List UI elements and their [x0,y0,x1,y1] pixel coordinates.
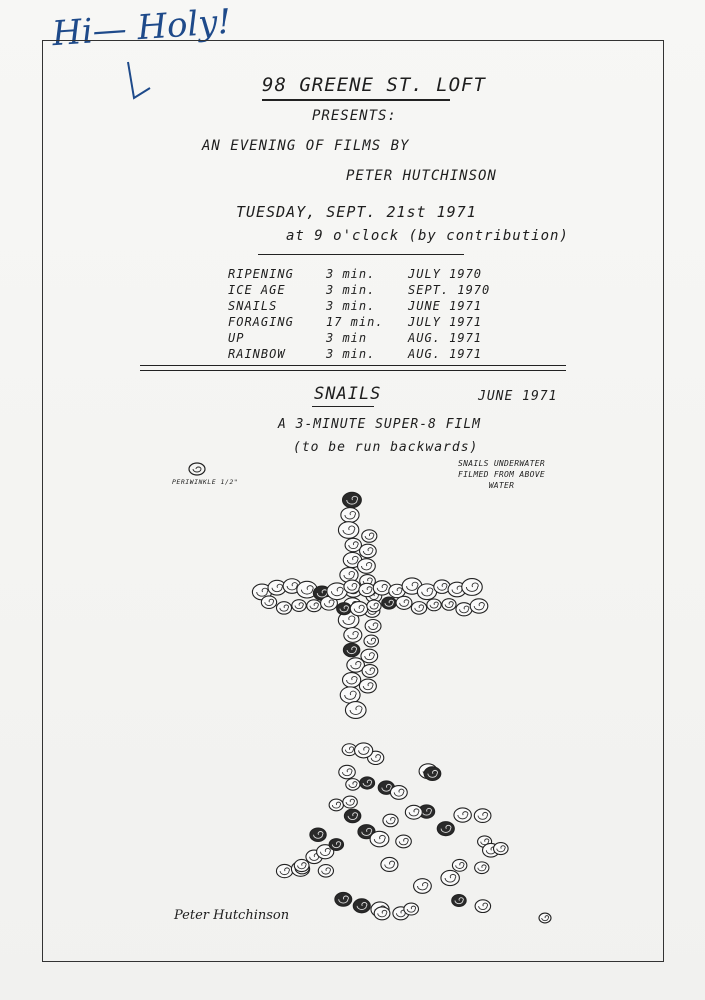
evening-of-films-label: AN EVENING OF FILMS BY [202,138,410,154]
snail-shell-icon [362,530,377,542]
snail-shell-icon [381,857,398,871]
snail-shell-icon [344,628,362,643]
snail-shell-icon [539,913,551,923]
snail-shell-icon [346,779,360,791]
snail-shell-icon [341,508,359,523]
snail-shell-icon [343,643,359,656]
snail-shell-icon [345,538,361,551]
snail-shell-icon [338,522,358,539]
snail-shell-icon [294,859,309,871]
snail-shell-icon [462,579,482,596]
film-date: AUG. 1971 [408,331,483,345]
snail-shell-icon [456,603,472,616]
artist-signature: Peter Hutchinson [174,908,290,923]
snail-shell-icon [344,809,360,822]
snail-shell-icon [350,602,367,616]
snail-shell-icon [396,596,412,609]
film-title: RAINBOW [228,347,286,361]
snail-shell-icon [390,786,407,800]
event-time: at 9 o'clock (by contribution) [286,228,569,244]
feature-date: JUNE 1971 [478,389,558,404]
film-date: SEPT. 1970 [408,283,491,297]
snail-shell-icon [411,602,426,615]
snail-shell-icon [307,600,322,612]
snail-shell-icon [442,599,456,611]
snail-shell-icon [329,839,343,851]
snail-shell-icon [359,679,376,693]
film-date: JULY 1971 [408,315,483,329]
snail-shell-icon [474,809,491,823]
snail-shell-icon [360,777,375,789]
snail-shell-icon [434,580,450,593]
film-duration: 17 min. [326,315,384,329]
snail-shell-icon [475,862,489,874]
snail-shell-icon [359,583,375,596]
artist-name: PETER HUTCHINSON [346,168,497,184]
snail-shell-icon [452,895,466,907]
film-duration: 3 min. [326,283,376,297]
film-title: RIPENING [228,267,294,281]
film-date: JULY 1970 [408,267,483,281]
snail-shell-icon [337,603,352,615]
snail-shell-icon [335,892,352,906]
snail-shell-icon [340,687,360,703]
snail-shell-icon [318,865,333,877]
snail-shell-icon [367,600,381,612]
snail-shell-icon [383,814,398,826]
underwater-note: SNAILS UNDERWATER FILMED FROM ABOVE WATER [458,459,545,490]
snail-shell-icon [292,600,306,612]
snail-shell-icon [310,828,326,841]
snail-shell-icon [437,822,454,836]
event-date: TUESDAY, SEPT. 21st 1971 [236,203,477,221]
snail-shell-icon [475,900,490,913]
snail-shell-icon [494,843,509,855]
film-duration: 3 min. [326,267,376,281]
snail-shell-icon [355,743,373,758]
venue-title: 98 GREENE ST. LOFT [262,74,486,96]
snail-shell-icon [441,870,459,885]
film-date: AUG. 1971 [408,347,483,361]
snail-shell-icon [370,831,389,846]
feature-title: SNAILS [314,384,382,404]
film-date: JUNE 1971 [408,299,483,313]
snail-shell-icon [344,580,360,593]
handwritten-greeting: Hi— Holy! [50,1,233,55]
snail-shell-icon [382,597,397,609]
snail-shell-icon [339,765,355,779]
snail-shell-icon [396,835,412,848]
snail-shell-icon [261,596,276,609]
snail-shell-icon [364,635,379,647]
snail-shell-icon [345,702,366,719]
film-duration: 3 min. [326,347,376,361]
snail-shell-icon [276,602,291,614]
film-duration: 3 min. [326,299,376,313]
snail-shell-icon [362,665,378,678]
feature-subtitle: A 3-MINUTE SUPER-8 FILM [278,417,482,432]
snail-shell-icon [276,864,292,877]
snail-shell-icon [454,808,471,822]
snail-shell-icon [343,673,361,688]
snail-shell-icon [414,879,432,894]
snail-shell-icon [452,859,466,871]
periwinkle-label: PERIWINKLE 1/2" [172,478,239,486]
film-title: FORAGING [228,315,294,329]
snail-shell-icon [329,799,343,811]
presents-label: PRESENTS: [312,108,397,124]
snail-shell-icon [343,492,362,507]
snail-shell-icon [405,805,422,819]
snail-shell-icon [470,599,488,613]
snail-shell-icon [424,767,441,781]
snail-shell-icon [373,581,390,595]
snail-shell-icon [360,544,377,558]
film-title: UP [228,331,245,345]
snail-shell-icon [358,559,376,574]
snail-shell-icon [353,899,370,913]
snail-shell-icon [374,907,390,920]
feature-note: (to be run backwards) [293,440,479,455]
film-title: SNAILS [228,299,278,313]
film-duration: 3 min [326,331,368,345]
snail-shell-icon [404,903,419,915]
snail-shell-icon [343,796,358,808]
snail-shell-icon [427,599,441,611]
film-title: ICE AGE [228,283,286,297]
snail-shell-icon [365,619,381,632]
